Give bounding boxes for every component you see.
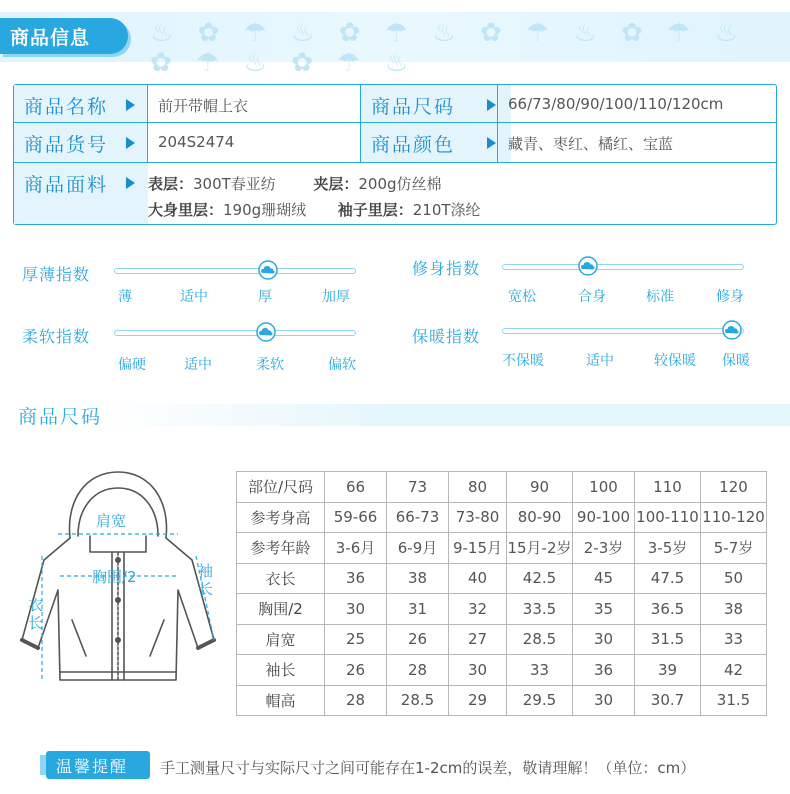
table-cell: 73 <box>387 472 449 503</box>
divider <box>147 85 148 163</box>
row-header-cell: 衣长 <box>237 563 325 594</box>
fabric-line-1 <box>148 173 442 194</box>
info-row-name-size <box>14 85 776 123</box>
table-cell: 42.5 <box>507 563 573 594</box>
table-cell: 2-3岁 <box>573 533 635 564</box>
table-cell: 28 <box>387 655 449 686</box>
table-cell: 30 <box>573 685 635 716</box>
softness-index-label: 柔软指数 <box>22 327 91 346</box>
chest-label: 胸围/2 <box>92 568 137 586</box>
table-cell: 45 <box>573 563 635 594</box>
table-row <box>237 563 767 594</box>
name-label: 商品名称 <box>24 96 109 118</box>
table-cell: 42 <box>701 655 767 686</box>
shoulder-label: 肩宽 <box>96 512 127 530</box>
color-label-cell <box>361 123 511 162</box>
cloud-icon <box>254 322 278 342</box>
cloud-icon <box>720 320 744 340</box>
note-tag <box>46 751 150 779</box>
table-cell: 38 <box>701 594 767 625</box>
table-row <box>237 594 767 625</box>
fit-index-option: 宽松 <box>508 289 536 305</box>
sku-label-cell <box>14 123 148 162</box>
table-cell: 73-80 <box>449 502 507 533</box>
row-header-cell: 帽高 <box>237 685 325 716</box>
sleeve-label-2: 长 <box>198 580 214 598</box>
sku-label: 商品货号 <box>24 134 109 156</box>
table-cell: 39 <box>635 655 701 686</box>
fabric-body-lining-value: 190g珊瑚绒 <box>223 201 307 219</box>
table-cell: 26 <box>387 624 449 655</box>
warmth-index-label: 保暖指数 <box>412 327 481 346</box>
size-label: 商品尺码 <box>371 96 456 118</box>
softness-index-option: 适中 <box>184 357 212 373</box>
section-title-product-info <box>0 18 128 54</box>
fabric-outer-value: 300T春亚纺 <box>193 175 276 193</box>
table-cell: 40 <box>449 563 507 594</box>
table-cell: 100 <box>573 472 635 503</box>
table-cell: 33 <box>507 655 573 686</box>
table-cell: 66-73 <box>387 502 449 533</box>
row-header-cell: 部位/尺码 <box>237 472 325 503</box>
fabric-label-cell <box>14 163 148 224</box>
fabric-label: 商品面料 <box>24 174 109 196</box>
table-cell: 36 <box>573 655 635 686</box>
divider <box>497 85 498 163</box>
row-header-cell: 袖长 <box>237 655 325 686</box>
thickness-index-option: 适中 <box>180 289 208 305</box>
table-cell: 35 <box>573 594 635 625</box>
fabric-sleeve-lining-label: 袖子里层： <box>337 201 413 219</box>
length-label-1: 衣 <box>28 596 44 614</box>
table-cell: 30.7 <box>635 685 701 716</box>
table-cell: 90 <box>507 472 573 503</box>
fit-index-track <box>502 264 744 270</box>
fabric-sleeve-lining-value: 210T涤纶 <box>412 201 481 219</box>
warmth-index-option: 适中 <box>586 353 614 369</box>
thickness-index-label: 厚薄指数 <box>22 265 91 284</box>
fit-index-option: 合身 <box>578 289 606 305</box>
table-header-row <box>237 472 767 503</box>
thickness-index-option: 加厚 <box>322 289 350 305</box>
table-cell: 33 <box>701 624 767 655</box>
jacket-measurement-diagram <box>8 460 232 700</box>
table-cell: 3-5岁 <box>635 533 701 564</box>
table-cell: 6-9月 <box>387 533 449 564</box>
size-table <box>236 471 767 716</box>
arrow-right-icon <box>487 99 496 111</box>
color-label: 商品颜色 <box>371 134 456 156</box>
table-cell: 15月-2岁 <box>507 533 573 564</box>
table-cell: 32 <box>449 594 507 625</box>
cloud-icon <box>576 256 600 276</box>
table-cell: 29 <box>449 685 507 716</box>
color-value: 藏青、枣红、橘红、宝蓝 <box>508 135 674 153</box>
table-cell: 36.5 <box>635 594 701 625</box>
fabric-line-2 <box>148 199 481 220</box>
table-cell: 28.5 <box>507 624 573 655</box>
section-title-text: 商品信息 <box>10 27 91 49</box>
note-text: 手工测量尺寸与实际尺寸之间可能存在1-2cm的误差，敬请理解！（单位：cm） <box>160 759 696 777</box>
divider <box>360 85 361 163</box>
table-row <box>237 533 767 564</box>
fabric-mid-value: 200g仿丝棉 <box>358 175 442 193</box>
table-cell: 80-90 <box>507 502 573 533</box>
softness-index-option: 柔软 <box>256 357 284 373</box>
table-cell: 29.5 <box>507 685 573 716</box>
arrow-right-icon <box>126 99 135 111</box>
table-cell: 31.5 <box>635 624 701 655</box>
warmth-index-option: 较保暖 <box>654 353 696 369</box>
info-row-fabric <box>14 163 776 225</box>
name-label-cell <box>14 85 148 122</box>
note-tag-text: 温馨提醒 <box>56 757 129 776</box>
warmth-index-option: 保暖 <box>722 353 750 369</box>
size-value: 66/73/80/90/100/110/120cm <box>508 95 724 113</box>
length-label-2: 长 <box>28 614 44 632</box>
table-cell: 80 <box>449 472 507 503</box>
arrow-right-icon <box>126 137 135 149</box>
table-row <box>237 685 767 716</box>
arrow-right-icon <box>126 177 135 189</box>
table-cell: 59-66 <box>325 502 387 533</box>
fit-index-option: 标准 <box>646 289 674 305</box>
fabric-body-lining-label: 大身里层： <box>148 201 224 219</box>
table-cell: 27 <box>449 624 507 655</box>
table-cell: 110 <box>635 472 701 503</box>
table-cell: 31 <box>387 594 449 625</box>
sleeve-label-1: 袖 <box>198 562 214 580</box>
softness-index-option: 偏软 <box>328 357 356 373</box>
table-cell: 50 <box>701 563 767 594</box>
table-cell: 100-110 <box>635 502 701 533</box>
info-row-sku-color <box>14 123 776 163</box>
table-row <box>237 655 767 686</box>
table-cell: 3-6月 <box>325 533 387 564</box>
fit-index-option: 修身 <box>716 289 744 305</box>
table-cell: 36 <box>325 563 387 594</box>
decoration-icon: ♨ ✿ ☂ ♨ ✿ ☂ ♨ ✿ ☂ ♨ ✿ ☂ ♨ ✿ ☂ ♨ ✿ ☂ ♨ <box>150 18 747 78</box>
section-title-size: 商品尺码 <box>18 406 103 428</box>
table-cell: 30 <box>325 594 387 625</box>
row-header-cell: 参考年龄 <box>237 533 325 564</box>
table-cell: 5-7岁 <box>701 533 767 564</box>
table-cell: 90-100 <box>573 502 635 533</box>
table-cell: 31.5 <box>701 685 767 716</box>
name-value: 前开带帽上衣 <box>158 97 249 115</box>
table-cell: 9-15月 <box>449 533 507 564</box>
arrow-right-icon <box>487 137 496 149</box>
softness-index-option: 偏硬 <box>118 357 146 373</box>
table-cell: 28.5 <box>387 685 449 716</box>
size-label-cell <box>361 85 511 122</box>
fabric-outer-label: 表层： <box>148 175 194 193</box>
table-row <box>237 502 767 533</box>
row-header-cell: 肩宽 <box>237 624 325 655</box>
thickness-index-option: 厚 <box>258 289 272 305</box>
softness-index-track <box>114 330 356 336</box>
table-cell: 66 <box>325 472 387 503</box>
table-cell: 38 <box>387 563 449 594</box>
sku-value: 204S2474 <box>158 133 235 151</box>
table-cell: 120 <box>701 472 767 503</box>
table-cell: 26 <box>325 655 387 686</box>
table-cell: 30 <box>449 655 507 686</box>
fabric-mid-label: 夹层： <box>313 175 359 193</box>
cloud-icon <box>256 260 280 280</box>
table-cell: 47.5 <box>635 563 701 594</box>
warmth-index-option: 不保暖 <box>502 353 544 369</box>
table-cell: 33.5 <box>507 594 573 625</box>
thickness-index-option: 薄 <box>118 289 132 305</box>
row-header-cell: 胸围/2 <box>237 594 325 625</box>
thickness-index-track <box>114 268 356 274</box>
table-row <box>237 624 767 655</box>
size-title-band <box>100 404 790 426</box>
table-cell: 110-120 <box>701 502 767 533</box>
product-info-table <box>13 84 777 225</box>
table-cell: 28 <box>325 685 387 716</box>
warmth-index-track <box>502 328 744 334</box>
row-header-cell: 参考身高 <box>237 502 325 533</box>
fit-index-label: 修身指数 <box>412 259 481 278</box>
table-cell: 30 <box>573 624 635 655</box>
table-cell: 25 <box>325 624 387 655</box>
